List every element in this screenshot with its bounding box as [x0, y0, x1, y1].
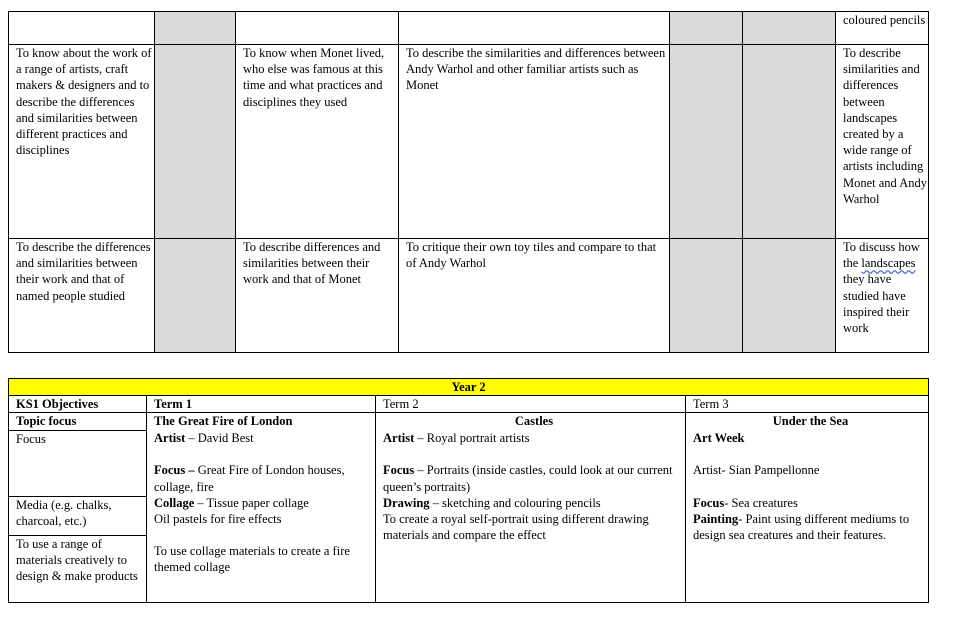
- grey-cell: [155, 45, 236, 239]
- label-bold: Collage: [154, 495, 195, 510]
- topic-term-1: The Great Fire of London: [147, 413, 376, 430]
- table-row: [9, 45, 929, 239]
- header-row: [9, 396, 929, 413]
- table-cell: To know when Monet lived, who else was famous at this time and what practices and disciplines they used: [236, 45, 399, 239]
- table-cell: [399, 12, 670, 45]
- table-cell: [236, 12, 399, 45]
- label-bold: Artist: [383, 431, 415, 446]
- term-3-content: [686, 430, 929, 602]
- term-1-artist: [154, 430, 375, 446]
- grey-cell: [155, 239, 236, 353]
- term-2-focus: [383, 462, 685, 494]
- term-2-content: [376, 430, 686, 602]
- term-2-goal: To create a royal self-portrait using different drawing materials and compare the effect: [383, 511, 649, 543]
- header-objectives: KS1 Objectives: [9, 396, 147, 413]
- table-cell: To describe the differences and similarities between their work and that of named people studied: [9, 239, 155, 353]
- year-title: Year 2: [9, 379, 929, 396]
- table-cell: To describe differences and similarities between their work and that of Monet: [236, 239, 399, 353]
- header-term-3: Term 3: [686, 396, 929, 413]
- value-text: – Royal portrait artists: [414, 431, 530, 446]
- term-1-goal: To use collage materials to create a fire themed collage: [154, 544, 350, 575]
- header-term-1: Term 1: [147, 396, 376, 413]
- term-1-content: [147, 430, 376, 602]
- term-2-artist: [383, 430, 685, 446]
- table-cell: To describe the similarities and differences between Andy Warhol and other familiar artists such as Monet: [399, 45, 670, 239]
- table-cell: To know about the work of a range of artists, craft makers & designers and to describe the differences and similarities between different practices and disciplines: [9, 45, 155, 239]
- term-3-focus: [693, 495, 928, 511]
- value-text: Great Fire of London houses, collage, fire: [154, 463, 345, 494]
- focus-label: Focus: [9, 430, 147, 496]
- cell-text: To discuss how the: [843, 240, 920, 271]
- value-text: – Portraits (inside castles, could look at our current queen’s portraits): [383, 463, 673, 494]
- label-bold: Artist: [154, 431, 186, 446]
- label-bold: Focus: [693, 495, 725, 510]
- label-bold: Focus –: [154, 463, 195, 478]
- year-2-table: [8, 378, 929, 603]
- upper-objectives-table: [8, 11, 929, 353]
- value-text: - Paint using different mediums to design sea creatures and their features.: [693, 511, 910, 542]
- term-1-collage: [154, 495, 375, 511]
- header-term-2: Term 2: [376, 396, 686, 413]
- term-3-painting: [693, 511, 928, 543]
- grey-cell: [155, 12, 236, 45]
- table-cell: To critique their own toy tiles and compare to that of Andy Warhol: [399, 239, 670, 353]
- topic-row: [9, 413, 929, 430]
- term-3-artist: Artist- Sian Pampellonne: [693, 463, 820, 478]
- grey-cell: [670, 45, 743, 239]
- topic-term-2: Castles: [376, 413, 686, 430]
- media-label: Media (e.g. chalks, charcoal, etc.): [9, 496, 147, 535]
- value-text: – David Best: [185, 431, 254, 446]
- table-row: [9, 379, 929, 396]
- label-bold: Drawing: [383, 495, 430, 510]
- table-cell: [836, 239, 929, 353]
- table-row: [9, 239, 929, 353]
- grey-cell: [670, 239, 743, 353]
- table-row: [9, 430, 929, 496]
- grey-cell: [743, 239, 836, 353]
- term-2-drawing: [383, 495, 685, 511]
- grey-cell: [743, 45, 836, 239]
- term-1-oil: Oil pastels for fire effects: [154, 511, 282, 526]
- grey-cell: [670, 12, 743, 45]
- label-bold: Painting: [693, 511, 739, 526]
- grey-cell: [743, 12, 836, 45]
- term-1-focus: [154, 462, 375, 494]
- use-materials-label: To use a range of materials creatively to design & make products: [9, 535, 147, 602]
- value-text: – sketching and colouring pencils: [429, 495, 601, 510]
- label-bold: Focus: [383, 463, 415, 478]
- topic-term-3: Under the Sea: [686, 413, 929, 430]
- term-3-art-week: Art Week: [693, 431, 745, 446]
- table-cell: To describe similarities and differences between landscapes created by a wide range of artists including Monet and Andy Warhol: [836, 45, 929, 239]
- spellcheck-word: landscapes: [861, 256, 916, 271]
- value-text: – Tissue paper collage: [194, 495, 309, 510]
- table-cell: coloured pencils: [836, 12, 929, 45]
- table-cell: [9, 12, 155, 45]
- topic-label: Topic focus: [9, 413, 147, 430]
- cell-text: they have studied have inspired their work: [843, 272, 910, 336]
- value-text: - Sea creatures: [724, 495, 798, 510]
- table-row: [9, 12, 929, 45]
